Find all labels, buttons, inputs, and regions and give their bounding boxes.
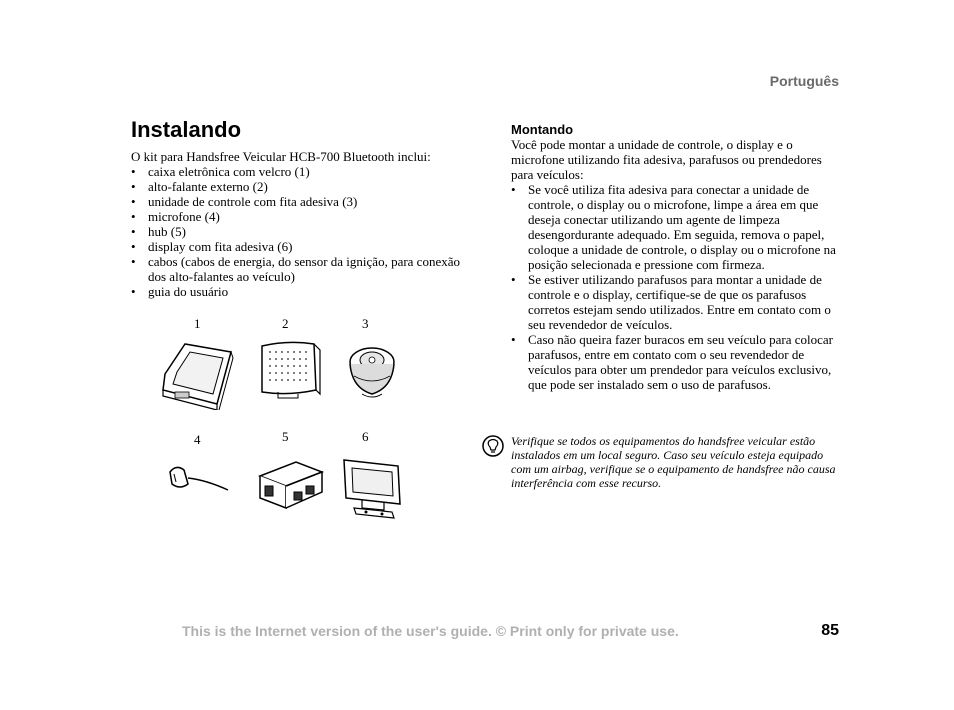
list-item: • Se estiver utilizando parafusos para montar a unidade de controle e o display, certifique-se de que os parafusos corretos estejam sendo utilizados. Entre em contato com o seu revendedor de veículos. — [511, 272, 841, 332]
right-column — [511, 122, 841, 392]
list-item: • Caso não queira fazer buracos em seu veículo para colocar parafusos, entre em contato com o seu revendedor de veículos para obter um prendedor para veículos exclusivo, que pode ser instalado sem o uso de parafusos. — [511, 332, 841, 392]
list-item: • hub (5) — [131, 224, 471, 239]
mounting-list — [511, 182, 841, 392]
list-item: • microfone (4) — [131, 209, 471, 224]
list-item: • display com fita adesiva (6) — [131, 239, 471, 254]
footer-notice: This is the Internet version of the user's guide. © Print only for private use. — [182, 623, 679, 639]
mounting-intro: Você pode montar a unidade de controle, o display e o microfone utilizando fita adesiva, parafusos ou prendedores para veículos: — [511, 137, 822, 182]
speaker-image — [258, 340, 324, 402]
figure-label-5: 5 — [282, 429, 289, 444]
figure-label-2: 2 — [282, 316, 289, 331]
list-item: • Se você utiliza fita adesiva para conectar a unidade de controle, o display ou o microfone, limpe a área em que deseja conectar utilizando um agente de limpeza desengordurante adequado. Em seguida, remova o papel, coloque a unidade de controle, o display ou o microfone na posição selecionada e pressione com firmeza. — [511, 182, 841, 272]
control-unit-image — [344, 342, 400, 402]
page-title: Instalando — [131, 117, 242, 142]
kit-intro: O kit para Handsfree Veicular HCB-700 Bluetooth inclui: — [131, 148, 431, 164]
electronic-box-image — [157, 338, 237, 410]
figure-label-4: 4 — [194, 432, 201, 447]
list-item: • unidade de controle com fita adesiva (3) — [131, 194, 471, 209]
tip-text: Verifique se todos os equipamentos do handsfree veicular estão instalados em um local seguro. Caso seu veículo esteja equipado com um airbag, verifique se o equipamento de handsfree não causa interferência com esse recurso. — [511, 434, 836, 490]
section-subtitle: Montando — [511, 122, 574, 137]
left-column — [131, 116, 471, 299]
kit-contents-list — [131, 164, 471, 299]
list-item: • cabos (cabos de energia, do sensor da ignição, para conexão dos alto-falantes ao veículo) — [131, 254, 471, 284]
list-item: • alto-falante externo (2) — [131, 179, 471, 194]
list-item: • guia do usuário — [131, 284, 471, 299]
figure-label-6: 6 — [362, 429, 369, 444]
microphone-image — [166, 462, 232, 496]
figure-label-3: 3 — [362, 316, 369, 331]
hub-image — [256, 458, 326, 512]
figure-label-1: 1 — [194, 316, 201, 331]
tip-icon — [481, 434, 505, 458]
language-label: Português — [769, 73, 839, 89]
display-image — [338, 456, 408, 522]
page-number: 85 — [821, 622, 839, 639]
tip-note — [481, 434, 841, 490]
list-item: • caixa eletrônica com velcro (1) — [131, 164, 471, 179]
